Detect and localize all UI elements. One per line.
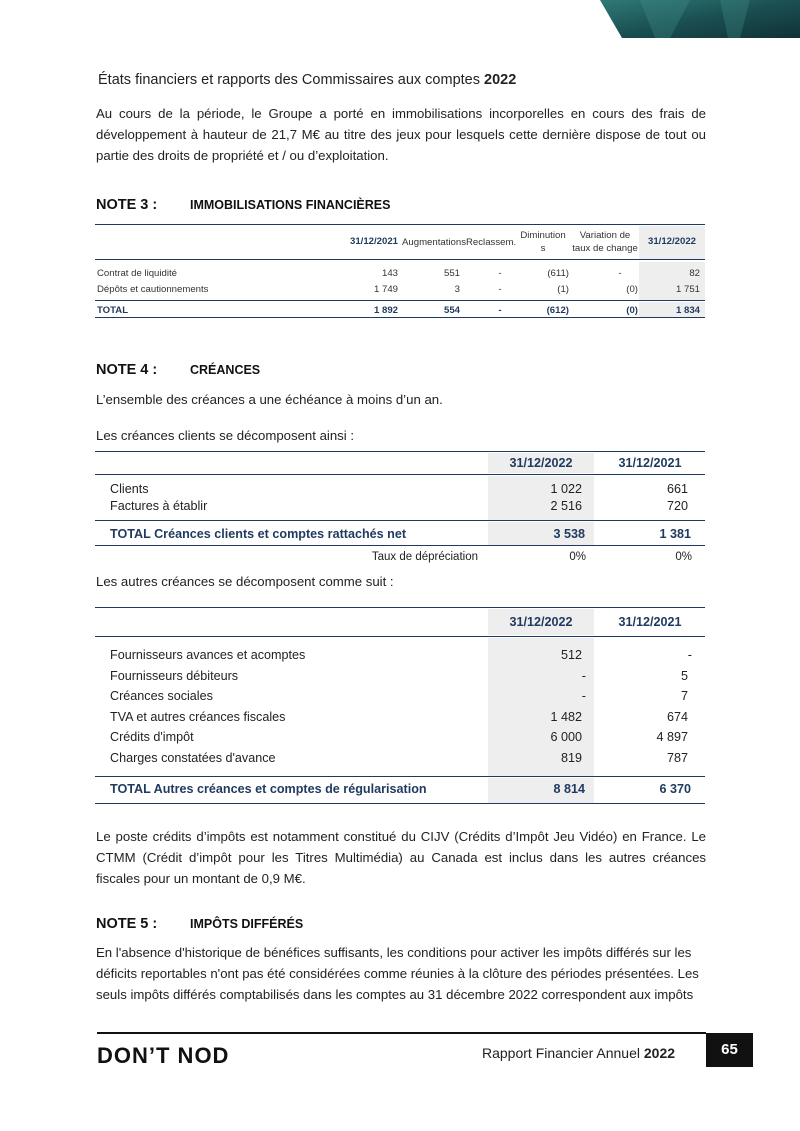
other-cell: - [581, 689, 586, 703]
note3-col-reclassem: Reclassem. [466, 237, 517, 248]
other-cell: 819 [560, 751, 582, 765]
note3-total-label: TOTAL [97, 305, 129, 316]
clients-cell: 720 [666, 499, 688, 513]
other-bottom-rule [95, 803, 705, 804]
note3-top-rule [95, 224, 705, 225]
note5-text: En l'absence d'historique de bénéfices suffisants, les conditions pour activer les impôts différés sur les déficits reportables n'ont pas été considérées comme réunies à la clôture des périodes présentées. Les seuls impôts différés comptabilisés dans les comptes au 31 décembre 2022 correspondent aux impôts [96, 945, 699, 1002]
other-cell: 4 897 [656, 730, 688, 744]
note3-total-cell: 1 892 [373, 305, 398, 316]
other-cell: 1 482 [550, 710, 582, 724]
corner-decoration [600, 0, 800, 38]
note3-row-label: Dépôts et cautionnements [97, 284, 209, 295]
note3-cell: 82 [689, 268, 700, 279]
note3-cell: - [498, 268, 502, 279]
clients-col-2022: 31/12/2022 [509, 456, 573, 470]
note3-col-diminution: Diminution [520, 230, 566, 241]
clients-total-cell: 3 538 [553, 527, 585, 541]
other-row-label: Charges constatées d'avance [110, 751, 276, 765]
footer-rule [97, 1032, 706, 1034]
other-row-label: Fournisseurs avances et acomptes [110, 648, 306, 662]
note3-cell: (0) [626, 284, 638, 295]
depreciation-2021: 0% [675, 551, 692, 563]
note3-total-cell: 554 [443, 305, 460, 316]
note4-text-clients-intro: Les créances clients se décomposent ainsi : [96, 428, 355, 443]
other-cell: 5 [680, 669, 688, 683]
note3-cell: - [498, 284, 502, 295]
note3-col-variation: Variation de [579, 230, 631, 241]
note4-text-other-intro: Les autres créances se décomposent comme suit : [96, 574, 394, 589]
note3-total-cell: 1 834 [675, 305, 700, 316]
other-cell: 674 [666, 710, 688, 724]
other-header-rule [95, 636, 705, 637]
note3-cell: (1) [557, 284, 569, 295]
note3-header-rule [95, 259, 705, 260]
clients-top-rule [95, 451, 705, 452]
note4-text-maturity: L’ensemble des créances a une échéance à moins d’un an. [96, 392, 443, 407]
other-cell: 7 [680, 689, 688, 703]
note3-col-augmentations: Augmentations [402, 237, 466, 248]
note3-total-rule-top [95, 300, 705, 301]
other-row-label: Créances sociales [110, 689, 213, 703]
note3-cell: 3 [454, 284, 460, 295]
dontnod-logo: DON’T NOD [97, 1043, 230, 1068]
other-row-label: Crédits d'impôt [110, 730, 194, 744]
note3-col-2021: 31/12/2021 [349, 236, 398, 247]
clients-row-label: Clients [110, 482, 149, 496]
other-total-cell: 6 370 [659, 782, 691, 796]
other-cell: 6 000 [550, 730, 582, 744]
note3-row-label: Contrat de liquidité [97, 268, 177, 279]
other-total-label: TOTAL Autres créances et comptes de régularisation [110, 782, 427, 796]
clients-total-label: TOTAL Créances clients et comptes rattachés net [110, 527, 407, 541]
note3-cell: - [618, 268, 622, 279]
note3-col-diminution-s: s [540, 243, 546, 254]
note3-cell: 143 [381, 268, 398, 279]
other-col-2021: 31/12/2021 [618, 615, 682, 629]
other-total-cell: 8 814 [553, 782, 585, 796]
page-header: États financiers et rapports des Commissaires aux comptes 2022 [98, 72, 517, 88]
note3-col-taux: taux de change [572, 243, 638, 254]
other-total-rule-top [95, 776, 705, 777]
clients-total-cell: 1 381 [659, 527, 691, 541]
note4-heading: NOTE 4 : CRÉANCES [96, 362, 261, 378]
depreciation-2022: 0% [569, 551, 586, 563]
page-number: 65 [706, 1033, 753, 1067]
clients-bottom-rule [95, 545, 705, 546]
other-cell: - [581, 669, 586, 683]
note3-total-cell: (612) [546, 305, 569, 316]
note3-cell: (611) [547, 268, 569, 279]
other-row-label: Fournisseurs débiteurs [110, 669, 239, 683]
other-cell: - [687, 648, 692, 662]
depreciation-label: Taux de dépréciation [371, 551, 478, 563]
note3-heading: NOTE 3 : IMMOBILISATIONS FINANCIÈRES [96, 197, 391, 213]
footer-report-title: Rapport Financier Annuel 2022 [482, 1045, 676, 1061]
other-col-2022: 31/12/2022 [509, 615, 573, 629]
note3-cell: 1 751 [675, 284, 700, 295]
other-cell: 512 [560, 648, 582, 662]
other-cell: 787 [666, 751, 688, 765]
clients-row-label: Factures à établir [110, 499, 208, 513]
note3-total-cell: (0) [626, 305, 638, 316]
intro-paragraph: Au cours de la période, le Groupe a porté en immobilisations incorporelles en cours des frais de développement à hauteur de 21,7 M€ au titre des jeux pour lesquels cette dernière dispose de tout ou partie des droits de propriété et / ou d’exploitation. [96, 106, 706, 163]
note3-bottom-rule [95, 317, 705, 318]
note3-col-2022: 31/12/2022 [647, 236, 696, 247]
note3-cell: 551 [443, 268, 460, 279]
other-row-label: TVA et autres créances fiscales [110, 710, 286, 724]
note5-heading: NOTE 5 : IMPÔTS DIFFÉRÉS [96, 916, 304, 932]
other-top-rule [95, 607, 705, 608]
clients-total-rule-top [95, 520, 705, 521]
clients-cell: 1 022 [550, 482, 582, 496]
note3-cell: 1 749 [373, 284, 398, 295]
clients-header-rule [95, 474, 705, 475]
clients-col-2021: 31/12/2021 [618, 456, 682, 470]
note3-total-cell: - [498, 305, 502, 316]
note4-text-tax-credits: Le poste crédits d’impôts est notamment constitué du CIJV (Crédits d’Impôt Jeu Vidéo) en France. Le CTMM (Crédit d’impôt pour les Titres Multimédia) au Canada est inclus dans les autres créances fiscales pour un montant de 0,9 M€. [96, 829, 706, 886]
clients-cell: 2 516 [550, 499, 582, 513]
clients-cell: 661 [666, 482, 688, 496]
